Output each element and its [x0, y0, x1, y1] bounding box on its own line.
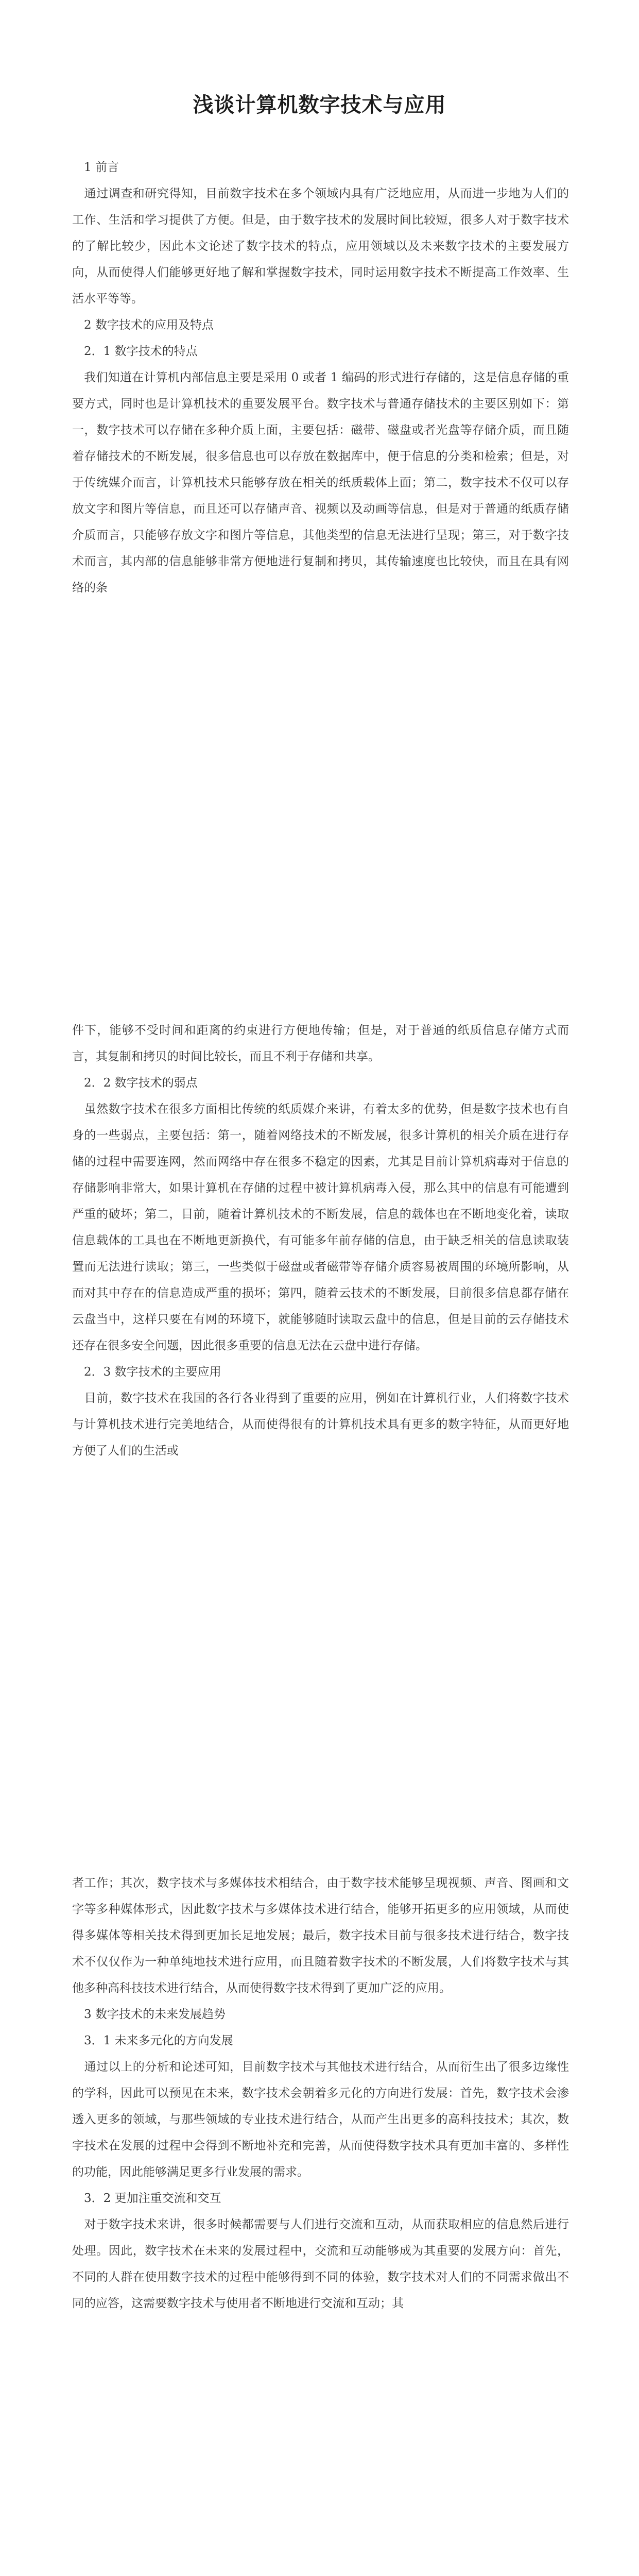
paragraph-intro: 通过调查和研究得知，目前数字技术在多个领域内具有广泛地应用，从而进一步地为人们的工作、生活和学习提供了方便。但是，由于数字技术的发展时间比较短，很多人对于数字技术的了解比较少，因此本文论述了数字技术的特点，应用领域以及未来数字技术的主要发展方向，从而使得人们能够更好地了解和掌握数字技术，同时运用数字技术不断提高工作效率、生活水平等等。	[72, 187, 569, 306]
paragraph-features-cont: 件下，能够不受时间和距离的约束进行方便地传输；但是，对于普通的纸质信息存储方式而言，其复制和拷贝的时间比较长，而且不利于存储和共享。	[72, 1024, 569, 1063]
section-heading-future-trends: 3 数字技术的未来发展趋势	[72, 2008, 226, 2021]
paragraph-interaction: 对于数字技术来讲，很多时候都需要与人们进行交流和互动，从而获取相应的信息然后进行处理。因此，数字技术在未来的发展过程中，交流和互动能够成为其重要的发展方向：首先，不同的人群在使用数字技术的过程中能够得到不同的体验，数字技术对人们的不同需求做出不同的应答，这需要数字技术与使用者不断地进行交流和互动；其	[72, 2218, 569, 2310]
paragraph-main-applications: 目前，数字技术在我国的各行各业得到了重要的应用，例如在计算机行业，人们将数字技术与计算机技术进行完美地结合，从而使得很有的计算机技术具有更多的数字特征，从而更好地方便了人们的生活或	[72, 1392, 569, 1458]
paragraph-features: 我们知道在计算机内部信息主要是采用 0 或者 1 编码的形式进行存储的，这是信息存储的重要方式，同时也是计算机技术的重要发展平台。数字技术与普通存储技术的主要区别如下：第一，数字技术可以存储在多种介质上面，主要包括：磁带、磁盘或者光盘等存储介质，而且随着存储技术的不断发展，很多信息也可以存放在数据库中，便于信息的分类和检索；但是，对于传统媒介而言，计算机技术只能够存放在相关的纸质载体上面；第二，数字技术不仅可以存放文字和图片等信息，而且还可以存储声音、视频以及动画等信息，但是对于普通的纸质存储介质而言，只能够存放文字和图片等信息，其他类型的信息无法进行呈现；第三，对于数字技术而言，其内部的信息能够非常方便地进行复制和拷贝，其传输速度也比较快，而且在具有网络的条	[72, 371, 569, 595]
paragraph-weaknesses: 虽然数字技术在很多方面相比传统的纸质媒介来讲，有着太多的优势，但是数字技术也有自身的一些弱点，主要包括：第一，随着网络技术的不断发展，很多计算机的相关介质在进行存储的过程中需要连网，然而网络中存在很多不稳定的因素，尤其是目前计算机病毒对于信息的存储影响非常大，如果计算机在存储的过程中被计算机病毒入侵，那么其中的信息有可能遭到严重的破坏；第二，目前，随着计算机技术的不断发展，信息的载体也在不断地变化着，读取信息载体的工具也在不断地更新换代，有可能多年前存储的信息，由于缺乏相关的信息读取装置而无法进行读取；第三，一些类似于磁盘或者磁带等存储介质容易被周围的环境所影响，从而对其中存在的信息造成严重的损坏；第四，随着云技术的不断发展，目前很多信息都存储在云盘当中，这样只要在有网的环境下，就能够随时读取云盘中的信息，但是目前的云存储技术还存在很多安全问题，因此很多重要的信息无法在云盘中进行存储。	[72, 1103, 569, 1352]
subsection-heading-diversification: 3．1 未来多元化的方向发展	[72, 2034, 233, 2047]
document-title: 浅谈计算机数字技术与应用	[193, 93, 446, 117]
paragraph-main-applications-cont: 者工作；其次，数字技术与多媒体技术相结合，由于数字技术能够呈现视频、声音、图画和文字等多种媒体形式，因此数字技术与多媒体技术进行结合，能够开拓更多的应用领域，从而使得多媒体等相关技术得到更加长足地发展；最后，数字技术目前与很多技术进行结合，数字技术不仅仅作为一种单纯地技术进行应用，而且随着数字技术的不断发展，人们将数字技术与其他多种高科技技术进行结合，从而使得数字技术得到了更加广泛的应用。	[72, 1876, 569, 1995]
subsection-heading-main-applications: 2．3 数字技术的主要应用	[72, 1365, 221, 1379]
content-block-2	[72, 1018, 569, 1464]
content-block-3	[72, 1870, 569, 2317]
section-heading-application: 2 数字技术的应用及特点	[72, 318, 214, 332]
paragraph-diversification: 通过以上的分析和论述可知，目前数字技术与其他技术进行结合，从而衍生出了很多边缘性的学科，因此可以预见在未来，数字技术会朝着多元化的方向进行发展：首先，数字技术会渗透入更多的领域，与那些领域的专业技术进行结合，从而产生出更多的高科技技术；其次，数字技术在发展的过程中会得到不断地补充和完善，从而使得数字技术具有更加丰富的、多样性的功能，因此能够满足更多行业发展的需求。	[72, 2060, 569, 2179]
subsection-heading-interaction: 3．2 更加注重交流和交互	[72, 2192, 221, 2205]
subsection-heading-weaknesses: 2．2 数字技术的弱点	[72, 1076, 198, 1090]
subsection-heading-features: 2．1 数字技术的特点	[72, 345, 198, 358]
section-heading-intro: 1 前言	[72, 161, 119, 174]
content-block-1	[72, 155, 569, 601]
